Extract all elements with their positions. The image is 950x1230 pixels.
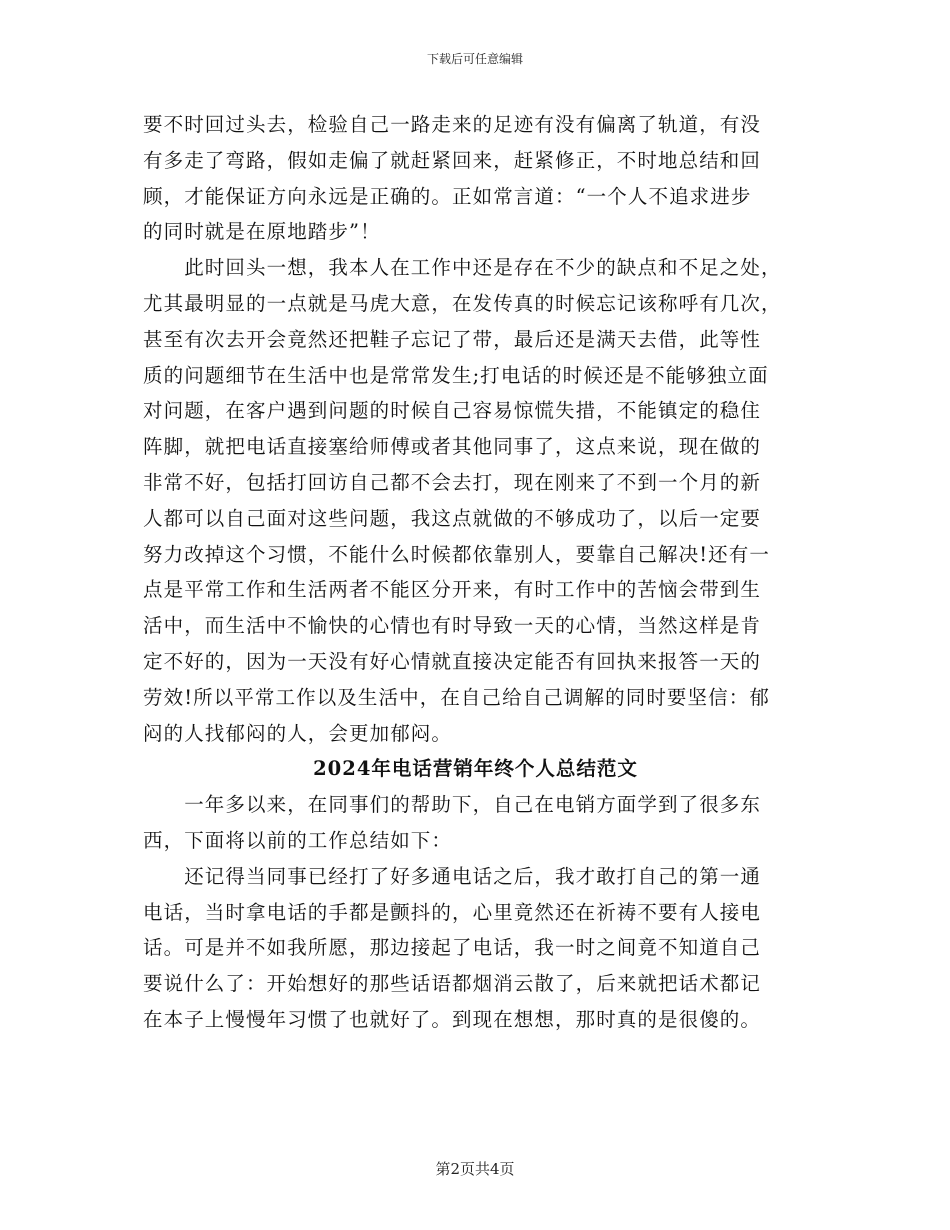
text-line: 定不好的，因为一天没有好心情就直接决定能否有回执来报答一天的 — [143, 649, 762, 673]
text-line: 还记得当同事已经打了好多通电话之后，我才敢打自己的第一通 — [143, 864, 762, 888]
text-line: 阵脚，就把电话直接塞给师傅或者其他同事了，这点来说，现在做的 — [143, 435, 762, 459]
text-line: 非常不好，包括打回访自己都不会去打，现在刚来了不到一个月的新 — [143, 470, 762, 494]
text-line: 人都可以自己面对这些问题，我这点就做的不够成功了，以后一定要 — [143, 506, 762, 530]
text-line: 活中，而生活中不愉快的心情也有时导致一天的心情，当然这样是肯 — [143, 614, 762, 638]
text-line: 在本子上慢慢年习惯了也就好了。到现在想想，那时真的是很傻的。 — [143, 1007, 762, 1031]
text-line: 劳效!所以平常工作以及生活中，在自己给自己调解的同时要坚信：郁 — [143, 685, 770, 709]
section-title: 2024年电话营销年终个人总结范文 — [313, 757, 638, 781]
text-line: 要不时回过头去，检验自己一路走来的足迹有没有偏离了轨道，有没 — [143, 113, 762, 136]
header-note: 下载后可任意编辑 — [426, 52, 523, 66]
text-line: 闷的人找郁闷的人，会更加郁闷。 — [143, 721, 453, 745]
text-line: 对问题，在客户遇到问题的时候自己容易惊慌失措，不能镇定的稳住 — [143, 399, 762, 423]
body-text — [143, 107, 808, 1038]
text-line: 一年多以来，在同事们的帮助下，自己在电销方面学到了很多东 — [143, 793, 762, 817]
text-line: 有多走了弯路，假如走偏了就赶紧回来，赶紧修正，不时地总结和回 — [143, 148, 762, 172]
page-number: 第2页共4页 — [435, 1160, 515, 1178]
text-line: 西，下面将以前的工作总结如下： — [143, 828, 453, 852]
text-line: 努力改掉这个习惯，不能什么时候都依靠别人，要靠自己解决!还有一 — [143, 542, 770, 566]
text-line: 点是平常工作和生活两者不能区分开来，有时工作中的苦恼会带到生 — [143, 578, 762, 602]
text-line: 的同时就是在原地踏步”！ — [143, 220, 381, 244]
text-line: 质的问题细节在生活中也是常常发生;打电话的时候还是不能够独立面 — [143, 363, 769, 387]
text-line: 尤其最明显的一点就是马虎大意，在发传真的时候忘记该称呼有几次， — [143, 291, 782, 315]
text-line: 此时回头一想，我本人在工作中还是存在不少的缺点和不足之处， — [143, 256, 782, 280]
text-line: 电话，当时拿电话的手都是颤抖的，心里竟然还在祈祷不要有人接电 — [143, 900, 762, 924]
text-line: 顾，才能保证方向永远是正确的。正如常言道：“一个人不追求进步 — [143, 184, 752, 208]
text-line: 甚至有次去开会竟然还把鞋子忘记了带，最后还是满天去借，此等性 — [143, 327, 762, 351]
text-line: 要说什么了：开始想好的那些话语都烟消云散了，后来就把话术都记 — [143, 972, 762, 996]
text-line: 话。可是并不如我所愿，那边接起了电话，我一时之间竟不知道自己 — [143, 936, 762, 960]
